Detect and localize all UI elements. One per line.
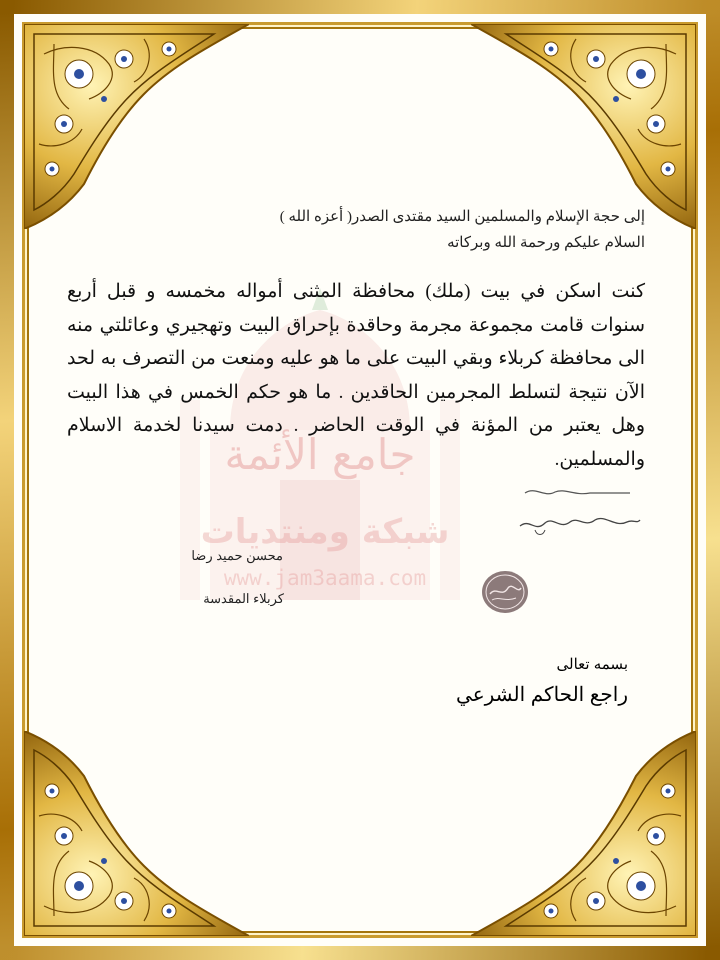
corner-ornament-top-left — [24, 24, 249, 229]
watermark-arabic-subtitle: شبكة ومنتديات — [200, 512, 450, 552]
arabesque-ornament-icon — [24, 24, 249, 229]
handwritten-note — [515, 478, 645, 548]
sender-name: محسن حميد رضا — [191, 548, 283, 563]
letter-addressee: إلى حجة الإسلام والمسلمين السيد مقتدى الصدر( أعزه الله ) — [279, 209, 645, 225]
arabesque-ornament-icon — [24, 731, 249, 936]
reply-title: بسمه تعالى — [556, 656, 628, 673]
office-seal-stamp — [480, 568, 530, 616]
arabesque-ornament-icon — [471, 24, 696, 229]
reply-text: راجع الحاكم الشرعي — [456, 684, 628, 706]
corner-ornament-bottom-right — [471, 731, 696, 936]
seal-stamp-icon — [480, 568, 530, 616]
sender-city: كربلاء المقدسة — [203, 591, 284, 606]
corner-ornament-top-right — [471, 24, 696, 229]
corner-ornament-bottom-left — [24, 731, 249, 936]
watermark-arabic-name: جامع الأئمة — [224, 430, 416, 479]
letter-body: كنت اسكن في بيت (ملك) محافظة المثنى أمواله مخمسه و قبل أربع سنوات قامت مجموعة مجرمة وحاقدة بإحراق البيت وتهجيري وعائلتي منه الى محافظة كربلاء وبقي البيت على ما هو عليه ومنعت من التصرف به لحد الآن نتيجة لتسلط المجرمين الحاقدين . ما هو حكم الخمس في هذا البيت وهل يعتبر من المؤنة في الوقت الحاضر . دمت سيدنا لخدمة الاسلام والمسلمين. — [67, 281, 646, 470]
handwriting-scribble-icon — [515, 478, 645, 548]
letter-greeting: السلام عليكم ورحمة الله وبركاته — [447, 235, 645, 251]
arabesque-ornament-icon — [471, 731, 696, 936]
watermark-site-url: www.jam3aama.com — [223, 566, 427, 590]
